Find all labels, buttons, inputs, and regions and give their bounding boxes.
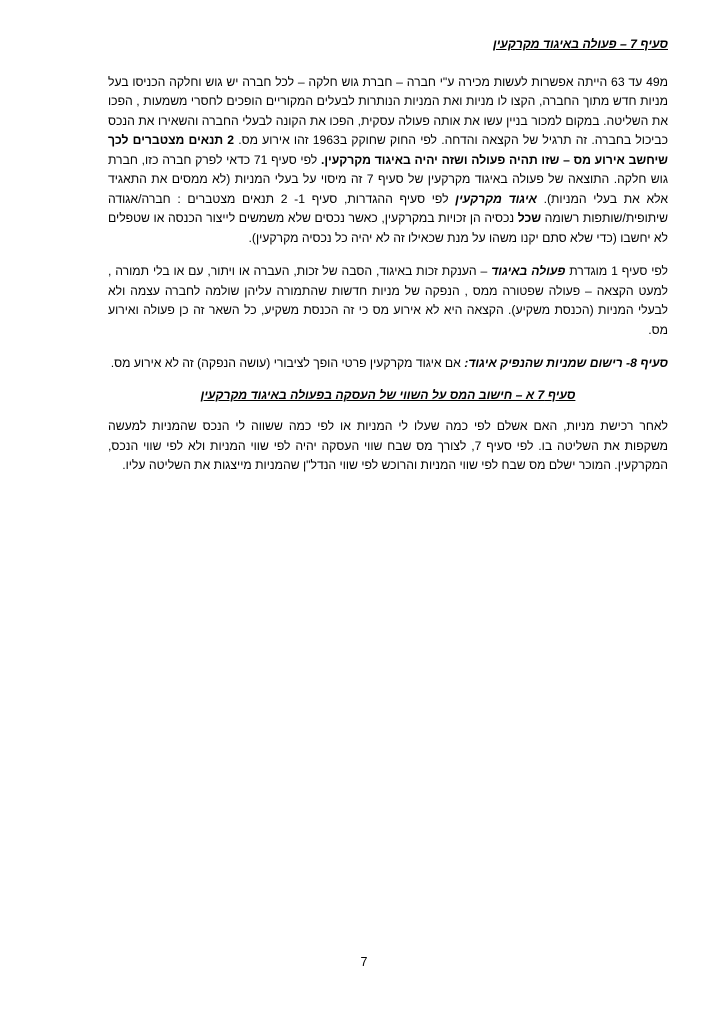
paragraph-bold-text: פעולה באיגוד	[491, 264, 566, 278]
section-7-heading: סעיף 7 – פעולה באיגוד מקרקעין	[492, 37, 668, 51]
paragraph-bold-text: 2 תנאים מצטברים לכך שיחשב אירוע מס – שזו תהיה פעולה ושזה יהיה באיגוד מקרקעין.	[108, 133, 668, 167]
paragraph-text: מ49 עד 63 הייתה אפשרות לעשות מכירה ע"י חברה – חברת גוש חלקה – לכל חברה יש גוש וחלקה הכניסו בעל מניות חדש מתוך החברה, הקצו לו מניות ואת המניות הנותרות לבעלים המקוריים הופכים לחסרי משמעות , הפכו את השליטה. במקום למכור בניין עשו את אותה פעולה עסקית, הפכו את הקונה לבעלי החברה והשאירו את הנכס כביכול בחברה. זה תרגיל של הקצאה והדחה. לפי החוק שחוקק ב1963 זהו אירוע מס.	[108, 74, 668, 147]
paragraph-text: אם איגוד מקרקעין פרטי הופך לציבורי (עושה הנפקה) זה לא אירוע מס.	[110, 356, 461, 370]
paragraph-text: נכסיה הן זכויות במקרקעין, כאשר נכסים שלא משמשים לייצור הכנסה או שטפלים לא יחשבו (כדי שלא סתם יקנו משהו על מנת שכאילו זה לא יהיה כל נכסיה מקרקעין).	[108, 211, 668, 245]
section-7a-paragraph: לאחר רכישת מניות, האם אשלם לפי כמה שעלו לי המניות או לפי כמה ששווה לי הנכס שהמניות למעשה משקפות את השליטה בו. לפי סעיף 7, לצורך מס שבח שווי העסקה יהיה לפי שווי המניות ולא לפי שווי הנכס, המקרקעין. המוכר ישלם מס שבח לפי שווי המניות והרוכש לפי שווי הנדל"ן שהמניות מייצגות את השליטה עליו.	[108, 419, 668, 472]
document-body	[108, 35, 668, 476]
section-7-paragraph-1	[108, 73, 668, 249]
section-8-paragraph	[108, 354, 668, 374]
section-8-heading: סעיף 8- רישום שמניות שהנפיק איגוד:	[464, 356, 668, 370]
section-7-paragraph-2	[108, 262, 668, 340]
section-7a-heading: סעיף 7 א – חישוב המס על השווי של העסקה בפעולה באיגוד מקרקעין	[200, 387, 576, 402]
paragraph-bold-text: שכל	[517, 211, 542, 225]
paragraph-text: – הענקת זכות באיגוד, הסבה של זכות, העברה או ויתור, עם או בלי תמורה , למעט הקצאה – פעולה שפטורה ממס , הנפקה של מניות חדשות שהתמורה עליהן שולמה לחברה עצמה ולא לבעלי המניות (הכנסת משקיע). הקצאה היא לא אירוע מס כי זה הכנסת משקיע, כל השאר זה כן פעולה ואירוע מס.	[108, 264, 668, 337]
page-number: 7	[360, 955, 368, 969]
paragraph-text: לפי סעיף 1 מוגדרת	[569, 264, 669, 278]
paragraph-text: לפי סעיף 71 כדאי לפרק חברה כזו, חברת גוש חלקה. התוצאה של פעולה באיגוד מקרקעין של סעיף 7 זה מיסוי על בעלי המניות (לא ממסים את התאגיד אלא את בעלי המניות).	[108, 152, 668, 206]
paragraph-bold-text: איגוד מקרקעין	[455, 191, 537, 206]
paragraph-text: לפי סעיף ההגדרות, סעיף 1- 2 תנאים מצטברים : חברה/אגודה שיתופית/שותפות רשומה	[108, 191, 669, 225]
